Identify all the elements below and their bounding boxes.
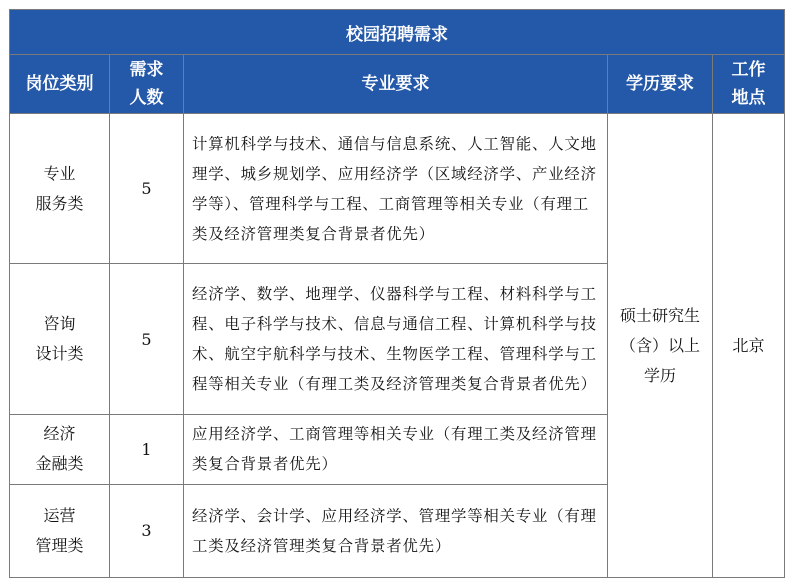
header-location-line2: 地点 (731, 88, 766, 109)
major-cell: 经济学、会计学、应用经济学、管理学等相关专业（有理工类及经济管理类复合背景者优先） (184, 484, 608, 577)
category-line2: 服务类 (35, 193, 84, 213)
table-title: 校园招聘需求 (10, 10, 785, 55)
major-cell: 计算机科学与技术、通信与信息系统、人工智能、人文地理学、城乡规划学、应用经济学（区域经济学、产业经济学等）、管理科学与工程、工商管理等相关专业（有理工类及经济管理类复合背景者优先） (184, 114, 608, 264)
category-cell (10, 114, 110, 264)
header-education: 学历要求 (608, 55, 713, 114)
location-cell: 北京 (713, 114, 785, 578)
category-cell (10, 414, 110, 484)
count-cell: 3 (110, 484, 184, 577)
category-line2: 管理类 (35, 535, 84, 555)
major-cell: 经济学、数学、地理学、仪器科学与工程、材料科学与工程、电子科学与技术、信息与通信工程、计算机科学与技术、航空宇航科学与技术、生物医学工程、管理科学与工程等相关专业（有理工类及经济管理类复合背景者优先） (184, 264, 608, 414)
count-cell: 5 (110, 114, 184, 264)
category-cell (10, 484, 110, 577)
category-line1: 运营 (43, 505, 76, 525)
table-header-row (10, 55, 785, 114)
education-text: 硕士研究生（含）以上学历 (619, 305, 700, 385)
count-cell: 5 (110, 264, 184, 414)
header-location-line1: 工作 (731, 60, 766, 81)
count-cell: 1 (110, 414, 184, 484)
header-count (110, 55, 184, 114)
header-location (713, 55, 785, 114)
table-row (10, 114, 785, 264)
recruitment-table (9, 9, 785, 578)
category-line1: 经济 (43, 424, 76, 444)
category-line2: 设计类 (35, 344, 84, 364)
category-cell (10, 264, 110, 414)
major-cell: 应用经济学、工商管理等相关专业（有理工类及经济管理类复合背景者优先） (184, 414, 608, 484)
header-category: 岗位类别 (10, 55, 110, 114)
education-cell (608, 114, 713, 578)
category-line1: 专业 (43, 163, 76, 183)
category-line2: 金融类 (35, 454, 84, 474)
header-count-line2: 人数 (129, 88, 164, 109)
table-title-row (10, 10, 785, 55)
header-count-line1: 需求 (129, 60, 164, 81)
category-line1: 咨询 (43, 314, 76, 334)
header-major: 专业要求 (184, 55, 608, 114)
